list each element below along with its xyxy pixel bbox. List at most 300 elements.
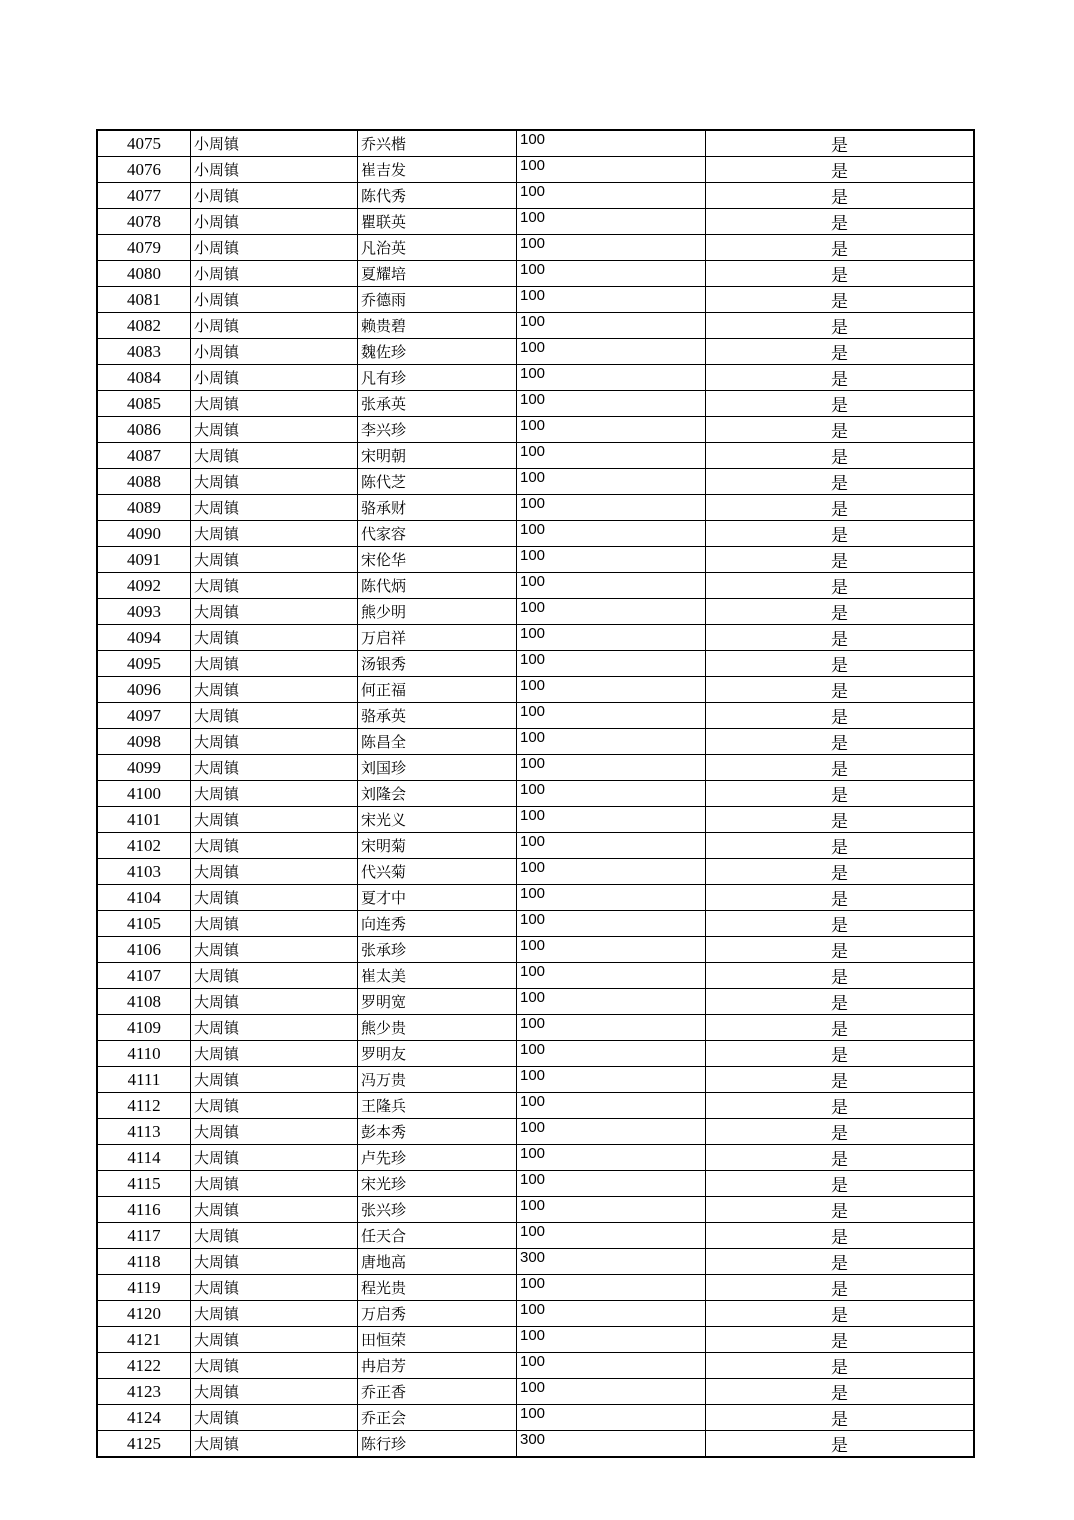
cell-town: 小周镇 (191, 287, 358, 313)
table-row (97, 1327, 974, 1353)
table-row (97, 781, 974, 807)
cell-flag: 是 (706, 1041, 975, 1067)
cell-name: 熊少贵 (358, 1015, 517, 1041)
cell-amount: 100 (517, 1223, 706, 1249)
cell-flag: 是 (706, 130, 975, 157)
cell-flag: 是 (706, 1119, 975, 1145)
cell-id: 4112 (97, 1093, 191, 1119)
table-row (97, 885, 974, 911)
cell-id: 4091 (97, 547, 191, 573)
cell-id: 4102 (97, 833, 191, 859)
cell-amount: 100 (517, 937, 706, 963)
cell-amount: 300 (517, 1249, 706, 1275)
cell-name: 罗明宽 (358, 989, 517, 1015)
cell-amount: 100 (517, 157, 706, 183)
cell-name: 向连秀 (358, 911, 517, 937)
cell-town: 大周镇 (191, 1171, 358, 1197)
cell-name: 任天合 (358, 1223, 517, 1249)
cell-name: 万启秀 (358, 1301, 517, 1327)
cell-town: 大周镇 (191, 1249, 358, 1275)
cell-name: 陈代炳 (358, 573, 517, 599)
cell-name: 凡有珍 (358, 365, 517, 391)
cell-amount: 100 (517, 755, 706, 781)
cell-id: 4107 (97, 963, 191, 989)
table-row (97, 130, 974, 157)
cell-town: 大周镇 (191, 911, 358, 937)
cell-name: 唐地高 (358, 1249, 517, 1275)
cell-name: 熊少明 (358, 599, 517, 625)
cell-id: 4105 (97, 911, 191, 937)
cell-name: 崔吉发 (358, 157, 517, 183)
table-row (97, 1301, 974, 1327)
table-row (97, 1093, 974, 1119)
cell-amount: 100 (517, 391, 706, 417)
cell-amount: 100 (517, 1041, 706, 1067)
cell-id: 4095 (97, 651, 191, 677)
cell-id: 4097 (97, 703, 191, 729)
cell-flag: 是 (706, 989, 975, 1015)
cell-town: 大周镇 (191, 1431, 358, 1458)
cell-id: 4084 (97, 365, 191, 391)
table-row (97, 1119, 974, 1145)
cell-flag: 是 (706, 235, 975, 261)
cell-amount: 100 (517, 313, 706, 339)
table-row (97, 1067, 974, 1093)
cell-flag: 是 (706, 339, 975, 365)
cell-amount: 100 (517, 807, 706, 833)
cell-amount: 100 (517, 1171, 706, 1197)
cell-id: 4094 (97, 625, 191, 651)
cell-name: 宋伦华 (358, 547, 517, 573)
cell-id: 4122 (97, 1353, 191, 1379)
cell-town: 大周镇 (191, 495, 358, 521)
cell-town: 大周镇 (191, 755, 358, 781)
cell-flag: 是 (706, 1171, 975, 1197)
cell-flag: 是 (706, 651, 975, 677)
table-row (97, 183, 974, 209)
cell-amount: 100 (517, 339, 706, 365)
cell-amount: 100 (517, 521, 706, 547)
table-row (97, 1275, 974, 1301)
cell-amount: 100 (517, 417, 706, 443)
cell-id: 4087 (97, 443, 191, 469)
cell-id: 4109 (97, 1015, 191, 1041)
cell-amount: 100 (517, 781, 706, 807)
cell-flag: 是 (706, 1431, 975, 1458)
cell-town: 大周镇 (191, 1041, 358, 1067)
cell-flag: 是 (706, 1067, 975, 1093)
cell-town: 大周镇 (191, 1379, 358, 1405)
cell-id: 4108 (97, 989, 191, 1015)
cell-amount: 100 (517, 677, 706, 703)
cell-flag: 是 (706, 781, 975, 807)
cell-town: 大周镇 (191, 1119, 358, 1145)
cell-flag: 是 (706, 1379, 975, 1405)
cell-town: 大周镇 (191, 937, 358, 963)
cell-town: 小周镇 (191, 235, 358, 261)
cell-flag: 是 (706, 1145, 975, 1171)
table-row (97, 443, 974, 469)
cell-name: 田恒荣 (358, 1327, 517, 1353)
cell-amount: 300 (517, 1431, 706, 1458)
cell-amount: 100 (517, 261, 706, 287)
cell-amount: 100 (517, 625, 706, 651)
table-row (97, 287, 974, 313)
cell-id: 4089 (97, 495, 191, 521)
cell-town: 大周镇 (191, 651, 358, 677)
cell-town: 小周镇 (191, 209, 358, 235)
cell-id: 4098 (97, 729, 191, 755)
cell-name: 乔德雨 (358, 287, 517, 313)
cell-flag: 是 (706, 313, 975, 339)
cell-id: 4113 (97, 1119, 191, 1145)
cell-id: 4116 (97, 1197, 191, 1223)
cell-name: 夏才中 (358, 885, 517, 911)
table-row (97, 157, 974, 183)
cell-name: 宋光珍 (358, 1171, 517, 1197)
cell-town: 大周镇 (191, 547, 358, 573)
cell-town: 大周镇 (191, 1405, 358, 1431)
cell-flag: 是 (706, 1015, 975, 1041)
cell-id: 4100 (97, 781, 191, 807)
cell-town: 大周镇 (191, 677, 358, 703)
cell-id: 4082 (97, 313, 191, 339)
table-row (97, 651, 974, 677)
table-row (97, 677, 974, 703)
cell-name: 凡治英 (358, 235, 517, 261)
cell-town: 大周镇 (191, 469, 358, 495)
cell-town: 大周镇 (191, 807, 358, 833)
cell-town: 小周镇 (191, 130, 358, 157)
cell-town: 大周镇 (191, 703, 358, 729)
table-row (97, 807, 974, 833)
table-row (97, 521, 974, 547)
cell-amount: 100 (517, 885, 706, 911)
cell-name: 魏佐珍 (358, 339, 517, 365)
cell-flag: 是 (706, 963, 975, 989)
cell-amount: 100 (517, 1327, 706, 1353)
cell-name: 冯万贵 (358, 1067, 517, 1093)
cell-flag: 是 (706, 599, 975, 625)
cell-name: 崔太美 (358, 963, 517, 989)
cell-name: 程光贵 (358, 1275, 517, 1301)
cell-id: 4106 (97, 937, 191, 963)
cell-amount: 100 (517, 547, 706, 573)
cell-id: 4110 (97, 1041, 191, 1067)
cell-id: 4115 (97, 1171, 191, 1197)
cell-flag: 是 (706, 937, 975, 963)
cell-name: 罗明友 (358, 1041, 517, 1067)
cell-id: 4080 (97, 261, 191, 287)
cell-town: 大周镇 (191, 1093, 358, 1119)
cell-amount: 100 (517, 495, 706, 521)
cell-id: 4114 (97, 1145, 191, 1171)
cell-town: 大周镇 (191, 625, 358, 651)
cell-id: 4077 (97, 183, 191, 209)
cell-town: 大周镇 (191, 1353, 358, 1379)
cell-name: 乔兴楷 (358, 130, 517, 157)
cell-flag: 是 (706, 521, 975, 547)
cell-name: 代兴菊 (358, 859, 517, 885)
cell-id: 4124 (97, 1405, 191, 1431)
cell-flag: 是 (706, 859, 975, 885)
cell-id: 4092 (97, 573, 191, 599)
cell-name: 张兴珍 (358, 1197, 517, 1223)
cell-name: 王隆兵 (358, 1093, 517, 1119)
cell-amount: 100 (517, 209, 706, 235)
table-row (97, 755, 974, 781)
cell-amount: 100 (517, 573, 706, 599)
table-row (97, 989, 974, 1015)
cell-id: 4117 (97, 1223, 191, 1249)
cell-town: 大周镇 (191, 1015, 358, 1041)
cell-amount: 100 (517, 599, 706, 625)
cell-flag: 是 (706, 573, 975, 599)
cell-town: 小周镇 (191, 365, 358, 391)
cell-flag: 是 (706, 1275, 975, 1301)
table-row (97, 625, 974, 651)
cell-town: 大周镇 (191, 1145, 358, 1171)
table-row (97, 547, 974, 573)
table-row (97, 1223, 974, 1249)
cell-flag: 是 (706, 677, 975, 703)
cell-amount: 100 (517, 1197, 706, 1223)
table-row (97, 599, 974, 625)
cell-amount: 100 (517, 859, 706, 885)
cell-name: 赖贵碧 (358, 313, 517, 339)
table-row (97, 313, 974, 339)
cell-id: 4083 (97, 339, 191, 365)
cell-id: 4093 (97, 599, 191, 625)
cell-town: 大周镇 (191, 729, 358, 755)
cell-town: 大周镇 (191, 1067, 358, 1093)
cell-id: 4086 (97, 417, 191, 443)
cell-town: 小周镇 (191, 157, 358, 183)
cell-id: 4118 (97, 1249, 191, 1275)
cell-town: 大周镇 (191, 1275, 358, 1301)
cell-amount: 100 (517, 911, 706, 937)
cell-town: 大周镇 (191, 1327, 358, 1353)
cell-id: 4120 (97, 1301, 191, 1327)
cell-id: 4096 (97, 677, 191, 703)
cell-town: 大周镇 (191, 989, 358, 1015)
table-row (97, 1015, 974, 1041)
table-row (97, 729, 974, 755)
cell-id: 4090 (97, 521, 191, 547)
cell-town: 大周镇 (191, 443, 358, 469)
cell-amount: 100 (517, 989, 706, 1015)
cell-name: 刘隆会 (358, 781, 517, 807)
cell-flag: 是 (706, 1327, 975, 1353)
table-body (97, 130, 974, 1457)
table-row (97, 573, 974, 599)
cell-id: 4121 (97, 1327, 191, 1353)
cell-town: 大周镇 (191, 573, 358, 599)
cell-flag: 是 (706, 469, 975, 495)
cell-town: 大周镇 (191, 781, 358, 807)
cell-town: 大周镇 (191, 859, 358, 885)
cell-amount: 100 (517, 469, 706, 495)
cell-id: 4103 (97, 859, 191, 885)
cell-flag: 是 (706, 1353, 975, 1379)
cell-flag: 是 (706, 1093, 975, 1119)
cell-amount: 100 (517, 287, 706, 313)
cell-flag: 是 (706, 833, 975, 859)
cell-name: 乔正香 (358, 1379, 517, 1405)
table-row (97, 339, 974, 365)
cell-name: 宋明朝 (358, 443, 517, 469)
cell-town: 小周镇 (191, 339, 358, 365)
cell-flag: 是 (706, 1197, 975, 1223)
cell-amount: 100 (517, 729, 706, 755)
cell-name: 张承英 (358, 391, 517, 417)
spreadsheet-page (96, 129, 975, 1458)
table-row (97, 1431, 974, 1458)
cell-name: 何正福 (358, 677, 517, 703)
table-row (97, 209, 974, 235)
table-row (97, 1041, 974, 1067)
cell-id: 4081 (97, 287, 191, 313)
table-row (97, 469, 974, 495)
table-row (97, 1379, 974, 1405)
cell-flag: 是 (706, 443, 975, 469)
cell-flag: 是 (706, 157, 975, 183)
table-row (97, 365, 974, 391)
cell-flag: 是 (706, 287, 975, 313)
cell-id: 4075 (97, 130, 191, 157)
cell-name: 汤银秀 (358, 651, 517, 677)
table-row (97, 417, 974, 443)
cell-name: 李兴珍 (358, 417, 517, 443)
cell-id: 4099 (97, 755, 191, 781)
cell-amount: 100 (517, 1015, 706, 1041)
cell-flag: 是 (706, 209, 975, 235)
cell-amount: 100 (517, 1067, 706, 1093)
cell-town: 大周镇 (191, 1223, 358, 1249)
table-row (97, 1145, 974, 1171)
cell-town: 大周镇 (191, 963, 358, 989)
cell-id: 4078 (97, 209, 191, 235)
cell-id: 4088 (97, 469, 191, 495)
table-row (97, 235, 974, 261)
cell-flag: 是 (706, 495, 975, 521)
cell-id: 4085 (97, 391, 191, 417)
cell-amount: 100 (517, 235, 706, 261)
cell-name: 瞿联英 (358, 209, 517, 235)
cell-flag: 是 (706, 365, 975, 391)
cell-id: 4123 (97, 1379, 191, 1405)
table-row (97, 1197, 974, 1223)
table-row (97, 833, 974, 859)
cell-amount: 100 (517, 365, 706, 391)
cell-amount: 100 (517, 1301, 706, 1327)
cell-name: 彭本秀 (358, 1119, 517, 1145)
cell-id: 4125 (97, 1431, 191, 1458)
cell-town: 大周镇 (191, 417, 358, 443)
cell-flag: 是 (706, 1405, 975, 1431)
cell-flag: 是 (706, 1249, 975, 1275)
cell-amount: 100 (517, 651, 706, 677)
cell-id: 4076 (97, 157, 191, 183)
table-row (97, 1171, 974, 1197)
cell-town: 大周镇 (191, 1301, 358, 1327)
cell-amount: 100 (517, 1353, 706, 1379)
table-row (97, 1405, 974, 1431)
cell-amount: 100 (517, 1119, 706, 1145)
cell-town: 大周镇 (191, 885, 358, 911)
cell-town: 大周镇 (191, 391, 358, 417)
cell-town: 小周镇 (191, 183, 358, 209)
cell-flag: 是 (706, 1301, 975, 1327)
cell-id: 4111 (97, 1067, 191, 1093)
cell-name: 陈代秀 (358, 183, 517, 209)
cell-flag: 是 (706, 885, 975, 911)
cell-town: 大周镇 (191, 1197, 358, 1223)
cell-flag: 是 (706, 729, 975, 755)
table-row (97, 495, 974, 521)
cell-amount: 100 (517, 703, 706, 729)
cell-id: 4079 (97, 235, 191, 261)
cell-town: 大周镇 (191, 521, 358, 547)
table-row (97, 911, 974, 937)
table-row (97, 937, 974, 963)
cell-flag: 是 (706, 807, 975, 833)
cell-flag: 是 (706, 1223, 975, 1249)
cell-id: 4119 (97, 1275, 191, 1301)
cell-id: 4104 (97, 885, 191, 911)
cell-flag: 是 (706, 703, 975, 729)
cell-town: 大周镇 (191, 833, 358, 859)
cell-name: 陈昌全 (358, 729, 517, 755)
cell-name: 陈行珍 (358, 1431, 517, 1458)
cell-name: 冉启芳 (358, 1353, 517, 1379)
cell-amount: 100 (517, 1145, 706, 1171)
table-row (97, 963, 974, 989)
cell-name: 卢先珍 (358, 1145, 517, 1171)
cell-id: 4101 (97, 807, 191, 833)
cell-amount: 100 (517, 1275, 706, 1301)
cell-amount: 100 (517, 443, 706, 469)
cell-name: 刘国珍 (358, 755, 517, 781)
cell-flag: 是 (706, 183, 975, 209)
cell-name: 代家容 (358, 521, 517, 547)
cell-amount: 100 (517, 130, 706, 157)
table-row (97, 391, 974, 417)
cell-flag: 是 (706, 755, 975, 781)
cell-name: 骆承财 (358, 495, 517, 521)
cell-name: 万启祥 (358, 625, 517, 651)
table-row (97, 261, 974, 287)
cell-name: 乔正会 (358, 1405, 517, 1431)
cell-name: 宋明菊 (358, 833, 517, 859)
data-table (96, 129, 975, 1458)
cell-amount: 100 (517, 833, 706, 859)
cell-name: 骆承英 (358, 703, 517, 729)
cell-amount: 100 (517, 1379, 706, 1405)
cell-amount: 100 (517, 183, 706, 209)
cell-name: 陈代芝 (358, 469, 517, 495)
cell-amount: 100 (517, 1093, 706, 1119)
cell-name: 夏耀培 (358, 261, 517, 287)
cell-town: 大周镇 (191, 599, 358, 625)
cell-flag: 是 (706, 391, 975, 417)
table-row (97, 859, 974, 885)
table-row (97, 1353, 974, 1379)
cell-town: 小周镇 (191, 313, 358, 339)
cell-amount: 100 (517, 1405, 706, 1431)
table-row (97, 1249, 974, 1275)
cell-flag: 是 (706, 625, 975, 651)
